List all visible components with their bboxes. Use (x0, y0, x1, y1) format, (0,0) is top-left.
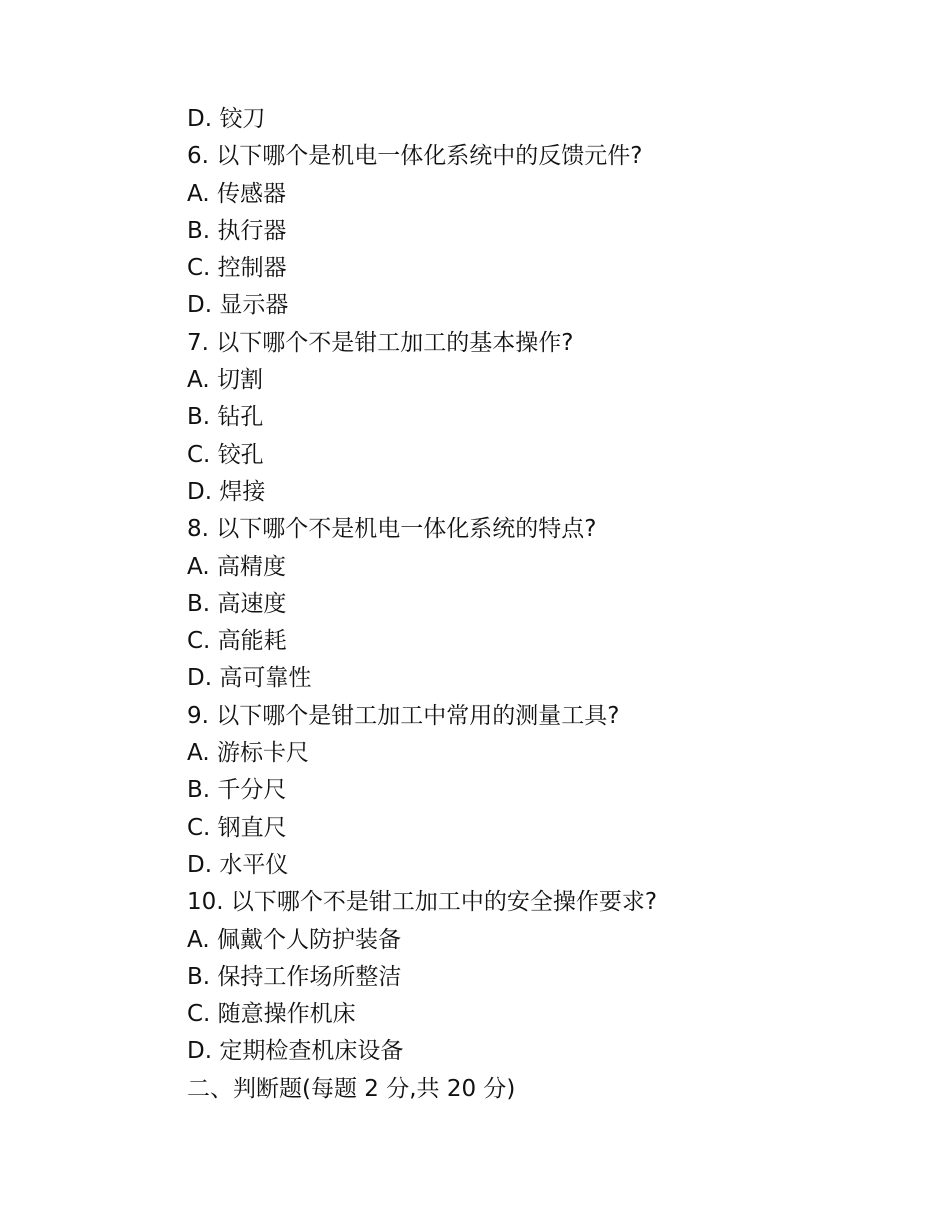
option-line: D. 显示器 (187, 292, 289, 319)
option-line: A. 切割 (187, 367, 263, 394)
option-line: D. 定期检查机床设备 (187, 1038, 404, 1065)
option-line: A. 佩戴个人防护装备 (187, 926, 401, 953)
option-line: B. 执行器 (187, 217, 287, 244)
option-line: D. 铰刀 (187, 106, 266, 132)
section-heading: 二、判断题(每题 2 分,共 20 分) (187, 1075, 516, 1102)
option-line: C. 铰孔 (187, 441, 264, 468)
option-line: D. 高可靠性 (187, 665, 312, 692)
question-line: 8. 以下哪个不是机电一体化系统的特点? (187, 516, 597, 543)
question-line: 10. 以下哪个不是钳工加工中的安全操作要求? (187, 889, 658, 916)
option-line: A. 高精度 (187, 553, 286, 580)
option-line: B. 钻孔 (187, 404, 264, 431)
option-line: A. 游标卡尺 (187, 740, 309, 767)
question-line: 9. 以下哪个是钳工加工中常用的测量工具? (187, 702, 620, 729)
question-line: 7. 以下哪个不是钳工加工的基本操作? (187, 329, 574, 356)
option-line: D. 水平仪 (187, 851, 289, 878)
option-line: C. 随意操作机床 (187, 1001, 356, 1028)
option-line: B. 保持工作场所整洁 (187, 963, 402, 990)
option-line: C. 控制器 (187, 255, 287, 282)
document-body (187, 101, 887, 1108)
option-line: B. 千分尺 (187, 777, 287, 804)
option-line: B. 高速度 (187, 590, 287, 617)
question-line: 6. 以下哪个是机电一体化系统中的反馈元件? (187, 143, 643, 170)
option-line: A. 传感器 (187, 180, 286, 207)
option-line: C. 钢直尺 (187, 814, 287, 841)
option-line: D. 焊接 (187, 478, 266, 505)
option-line: C. 高能耗 (187, 628, 287, 655)
